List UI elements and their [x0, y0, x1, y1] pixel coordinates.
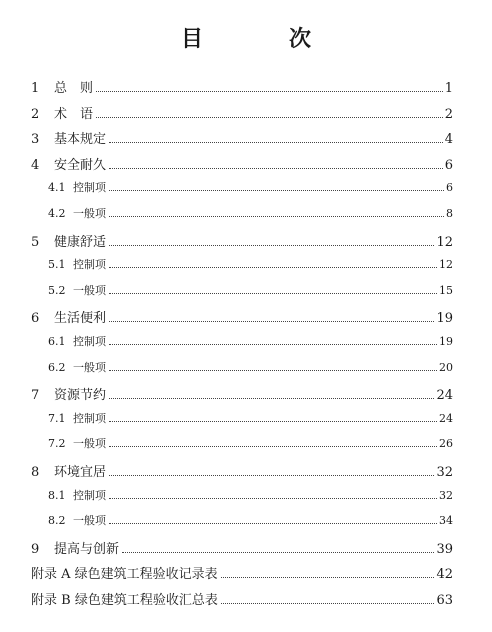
dot-leader	[109, 370, 437, 371]
dot-leader	[96, 91, 443, 92]
dot-leader	[109, 267, 437, 268]
dot-leader	[109, 344, 437, 345]
toc-entry-number: 7.2	[48, 437, 66, 451]
dot-leader	[109, 523, 437, 524]
toc-entry-label: 控制项	[73, 335, 106, 348]
toc-entry-page-number: 24	[439, 411, 453, 425]
toc-entry-number: 8.2	[48, 514, 66, 528]
toc-entry-label: 基本规定	[54, 132, 107, 148]
toc-entry-label: 控制项	[73, 411, 106, 425]
toc-entry-number: 8	[31, 465, 40, 480]
toc-entry-label: 总 则	[54, 81, 94, 96]
toc-appendix-entry[interactable]	[31, 563, 453, 583]
toc-entry[interactable]	[48, 282, 453, 300]
toc-entry-label: 附录 B 绿色建筑工程验收汇总表	[31, 593, 218, 608]
toc-entry-page-number: 34	[439, 514, 453, 528]
toc-entry-number: 9	[31, 541, 40, 557]
toc-entry-label: 术 语	[54, 106, 94, 122]
toc-entry-label: 一般项	[73, 514, 106, 528]
toc-entry-number: 7	[31, 388, 40, 404]
toc-entry-page-number: 12	[439, 258, 453, 272]
dot-leader	[122, 552, 434, 553]
toc-appendix-entry[interactable]	[31, 589, 453, 609]
toc-entry[interactable]	[31, 307, 453, 327]
toc-entry[interactable]	[48, 359, 453, 377]
toc-entry-page-number: 1	[444, 81, 453, 96]
toc-entry-page-number: 32	[436, 465, 453, 480]
dot-leader	[109, 293, 437, 294]
toc-entry-label: 控制项	[73, 258, 106, 272]
toc-entry-number: 5.1	[48, 258, 66, 272]
toc-entry-label: 健康舒适	[54, 234, 107, 250]
toc-entry-page-number: 6	[446, 181, 453, 195]
dot-leader	[109, 216, 444, 217]
toc-entry-page-number: 32	[439, 488, 453, 502]
toc-entry[interactable]	[31, 154, 453, 174]
toc-entry-number: 4.2	[48, 207, 66, 220]
toc-entry[interactable]	[48, 333, 453, 351]
toc-entry-label: 一般项	[73, 437, 106, 451]
toc-entry-page-number: 12	[436, 234, 453, 250]
dot-leader	[109, 321, 434, 322]
toc-entry-number: 1	[31, 81, 40, 96]
toc-entry[interactable]	[48, 435, 453, 453]
toc-entry-page-number: 24	[436, 388, 453, 404]
toc-entry[interactable]	[31, 461, 453, 481]
toc-entry-label: 一般项	[73, 360, 106, 374]
dot-leader	[221, 577, 435, 578]
dot-leader	[109, 446, 437, 447]
toc-entry[interactable]	[31, 128, 453, 148]
toc-entry-label: 控制项	[73, 181, 106, 195]
toc-entry-number: 6.1	[48, 335, 66, 348]
toc-entry-number: 6	[31, 311, 40, 327]
toc-entry-label: 生活便利	[54, 311, 107, 327]
toc-entry-page-number: 2	[444, 106, 453, 122]
dot-leader	[109, 142, 443, 143]
toc-entry-page-number: 63	[436, 593, 453, 608]
toc-entry-label: 附录 A 绿色建筑工程验收记录表	[31, 567, 218, 583]
toc-entry-page-number: 15	[439, 283, 453, 297]
toc-entry-number: 7.1	[48, 411, 66, 425]
toc-entry-number: 4	[31, 157, 40, 173]
toc-entry-page-number: 20	[439, 360, 453, 374]
toc-entry-label: 环境宜居	[54, 465, 107, 480]
toc-entry[interactable]	[48, 487, 453, 505]
dot-leader	[96, 117, 443, 118]
toc-entry-number: 6.2	[48, 360, 66, 374]
toc-entry-number: 4.1	[48, 181, 66, 195]
toc-entry-label: 安全耐久	[54, 157, 107, 173]
toc-entry-label: 控制项	[73, 488, 106, 502]
toc-entry-number: 2	[31, 106, 40, 122]
toc-entry-number: 5	[31, 234, 40, 250]
toc-entry-label: 一般项	[73, 283, 106, 297]
toc-entry[interactable]	[48, 256, 453, 274]
toc-entry-label: 一般项	[73, 207, 106, 220]
toc-entry-number: 5.2	[48, 283, 66, 297]
toc-entry-number: 8.1	[48, 488, 66, 502]
dot-leader	[109, 498, 437, 499]
dot-leader	[109, 421, 437, 422]
toc-entry-page-number: 39	[436, 541, 453, 557]
dot-leader	[221, 603, 435, 604]
toc-entry-page-number: 42	[436, 567, 453, 583]
toc-entry[interactable]	[31, 103, 453, 123]
dot-leader	[109, 245, 434, 246]
toc-entry-page-number: 26	[439, 437, 453, 451]
dot-leader	[109, 398, 434, 399]
toc-entry-label: 提高与创新	[54, 541, 120, 557]
toc-entry[interactable]	[48, 410, 453, 428]
dot-leader	[109, 168, 443, 169]
toc-entry[interactable]	[48, 205, 453, 223]
page-title: 目 次	[180, 26, 343, 52]
toc-entry[interactable]	[31, 231, 453, 251]
toc-entry-page-number: 19	[439, 335, 453, 348]
toc-entry[interactable]	[48, 179, 453, 197]
toc-entry-page-number: 8	[446, 207, 453, 220]
toc-entry-page-number: 19	[436, 311, 453, 327]
toc-entry-page-number: 4	[444, 132, 453, 148]
toc-entry-page-number: 6	[444, 157, 453, 173]
toc-entry-label: 资源节约	[54, 388, 107, 404]
toc-entry[interactable]	[31, 77, 453, 97]
toc-entry[interactable]	[31, 538, 453, 558]
toc-entry-number: 3	[31, 132, 40, 148]
dot-leader	[109, 190, 444, 191]
toc-entry[interactable]	[48, 512, 453, 530]
toc-entry[interactable]	[31, 384, 453, 404]
dot-leader	[109, 475, 434, 476]
